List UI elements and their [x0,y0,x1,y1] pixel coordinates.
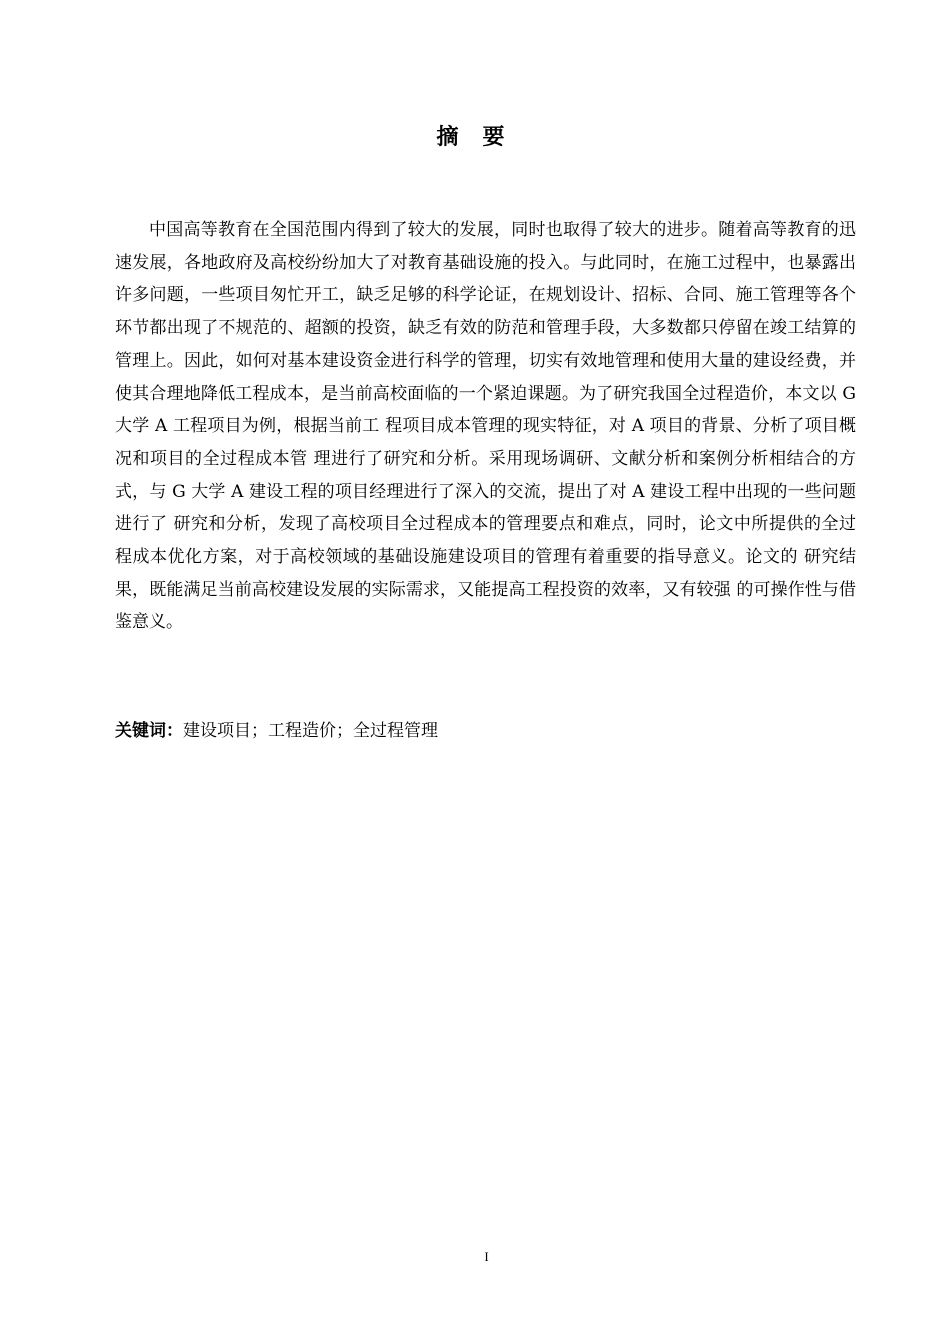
page-number: I [484,1249,489,1264]
keywords-label: 关键词： [115,721,183,741]
keywords-text: 建设项目；工程造价；全过程管理 [183,721,438,741]
page-title: 摘要 [436,125,529,150]
keywords-line [115,716,856,746]
abstract-paragraph: 中国高等教育在全国范围内得到了较大的发展，同时也取得了较大的进步。随着高等教育的迅速发展，各地政府及高校纷纷加大了对教育基础设施的投入。与此同时，在施工过程中，也暴露出许多问题，一些项目匆忙开工，缺乏足够的科学论证，在规划设计、招标、合同、施工管理等各个环节都出现了不规范的、超额的投资，缺乏有效的防范和管理手段，大多数都只停留在竣工结算的管理上。因此，如何对基本建设资金进行科学的管理，切实有效地管理和使用大量的建设经费，并使其合理地降低工程成本，是当前高校面临的一个紧迫课题。为了研究我国全过程造价，本文以 G 大学 A 工程项目为例，根据当前工 程项目成本管理的现实特征，对 A 项目的背景、分析了项目概况和项目的全过程成本管 理进行了研究和分析。采用现场调研、文献分析和案例分析相结合的方式，与 G 大学 A 建设工程的项目经理进行了深入的交流，提出了对 A 建设工程中出现的一些问题进行了 研究和分析，发现了高校项目全过程成本的管理要点和难点，同时，论文中所提供的全过 程成本优化方案，对于高校领域的基础设施建设项目的管理有着重要的指导意义。论文的 研究结果，既能满足当前高校建设发展的实际需求，又能提高工程投资的效率，又有较强 的可操作性与借鉴意义。 [115,220,856,633]
